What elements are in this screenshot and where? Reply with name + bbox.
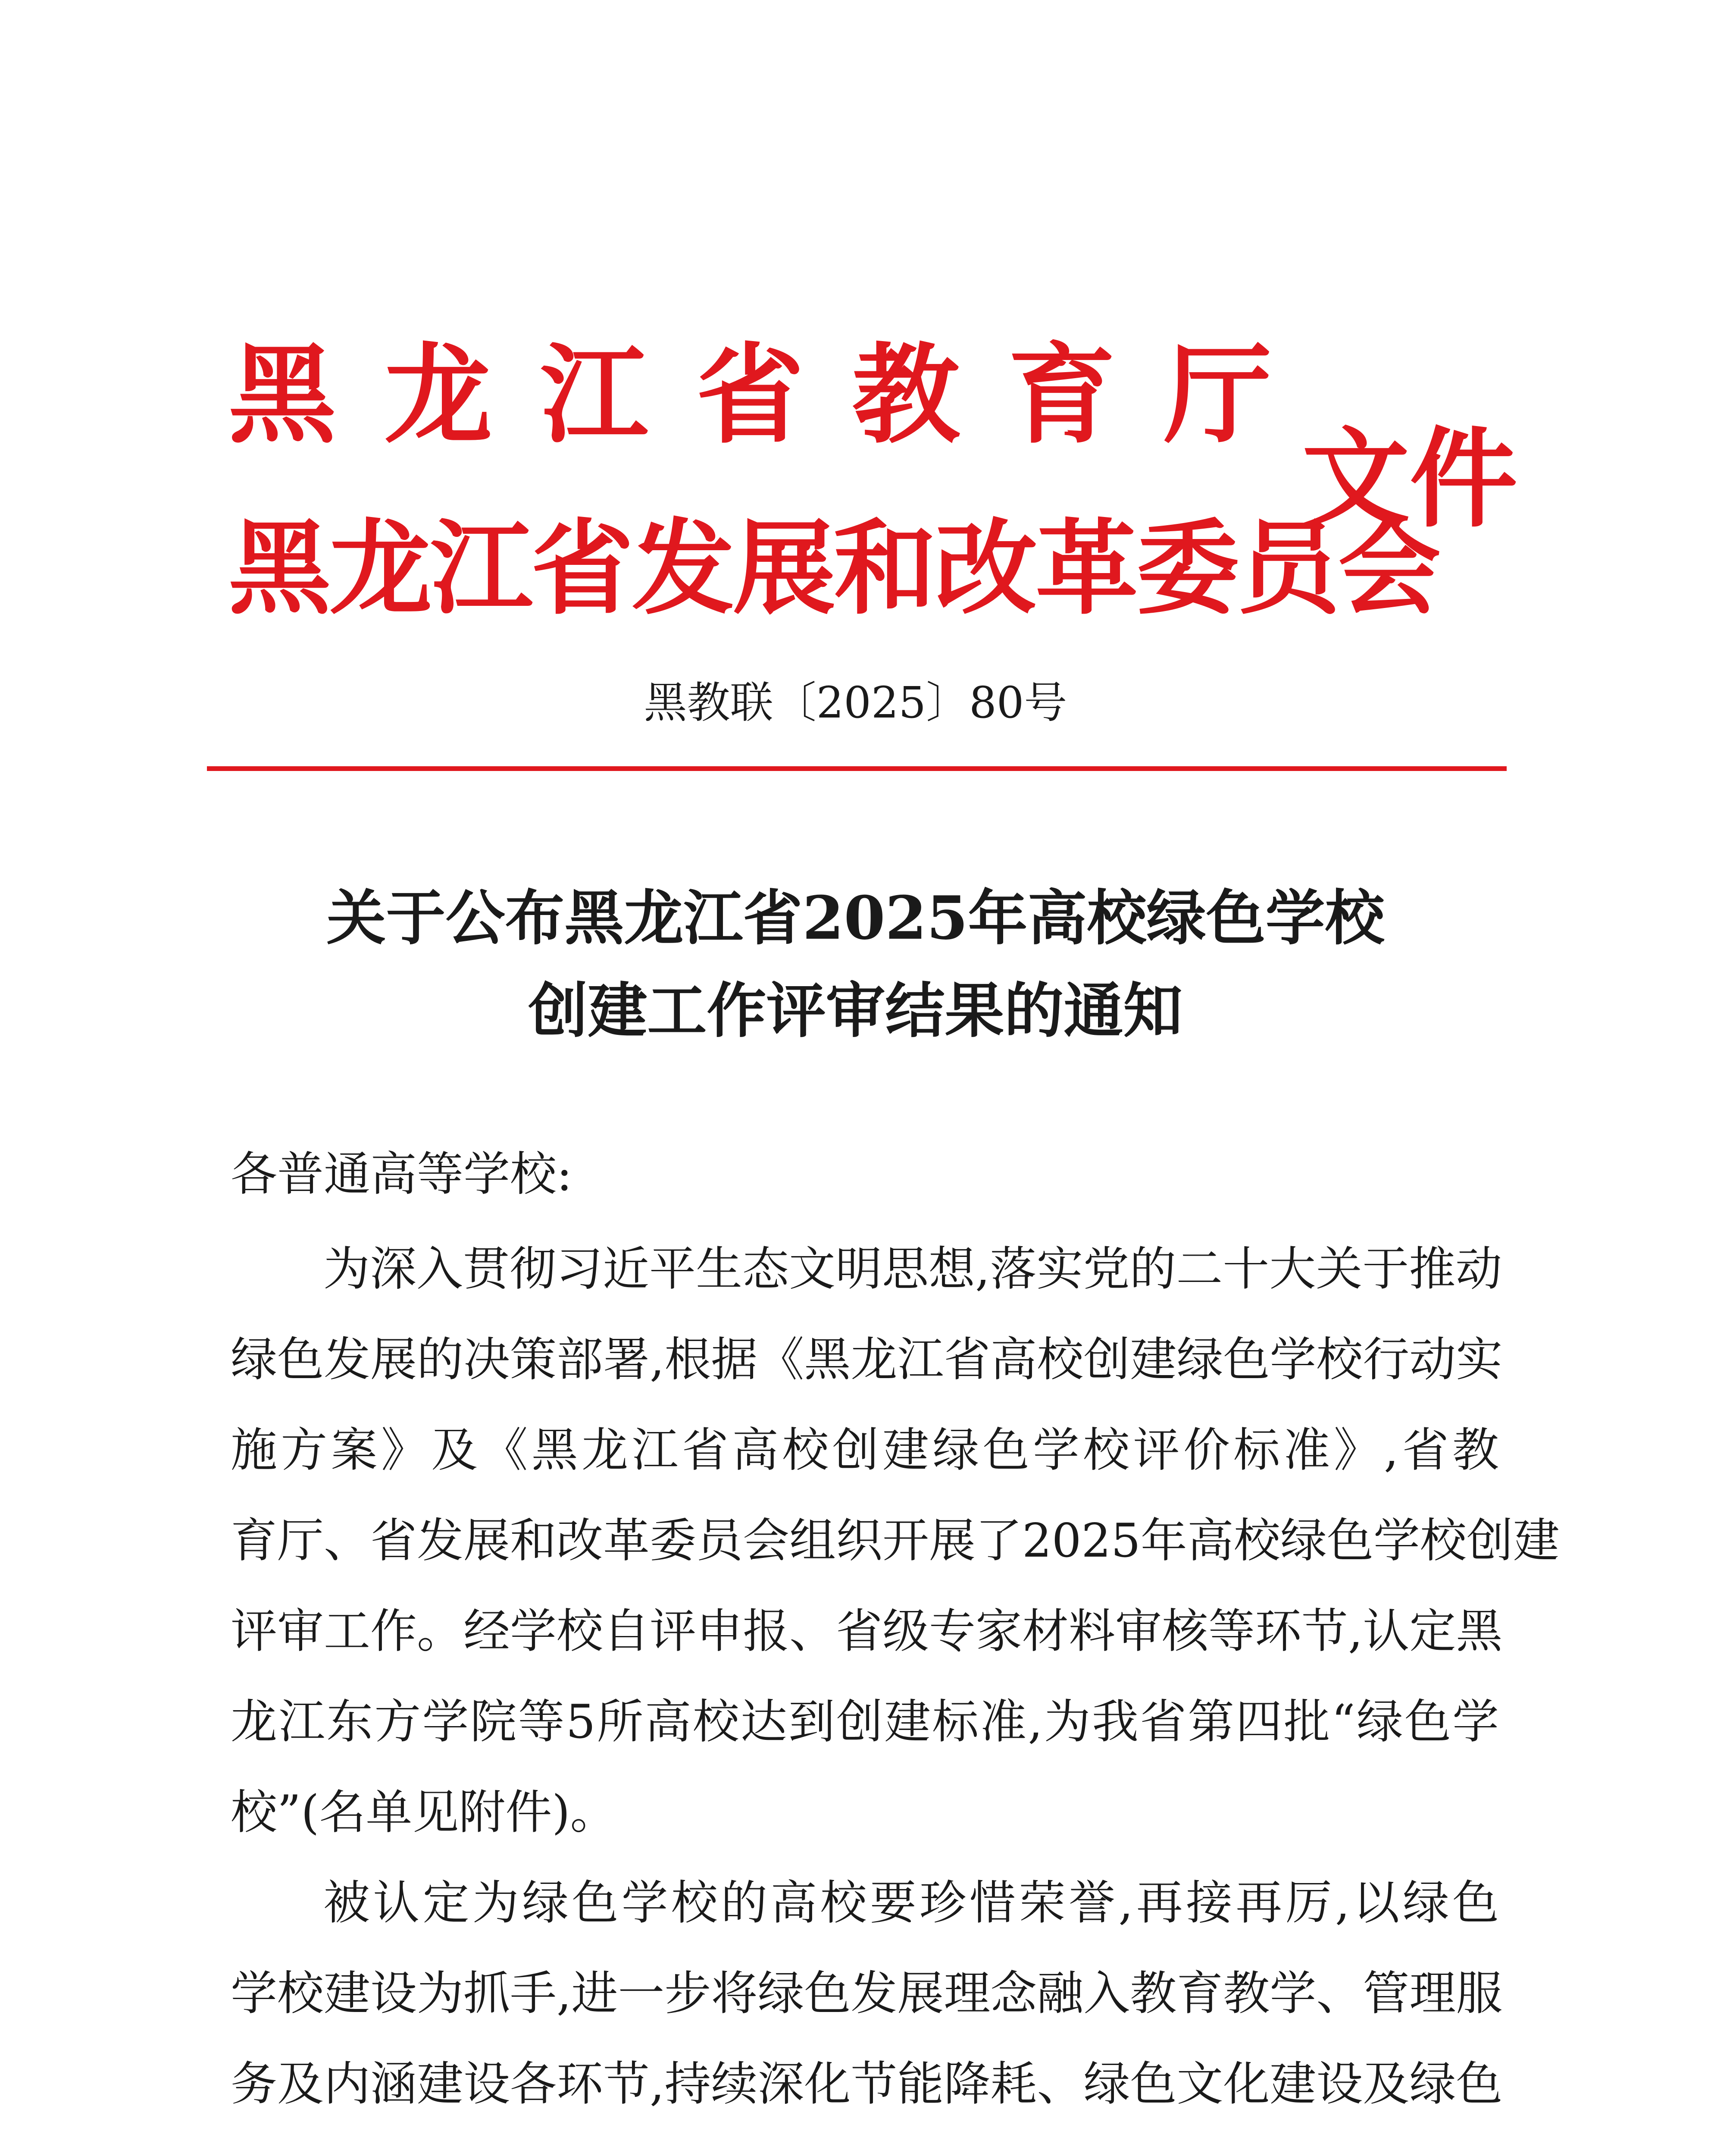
issuer-char: 厅	[1164, 331, 1272, 458]
issuer-char: 江	[540, 331, 648, 458]
body-line: 被认定为绿色学校的高校要珍惜荣誉,再接再厉,以绿色	[323, 1876, 1499, 1930]
body-line: 育厅、省发展和改革委员会组织开展了2025年高校绿色学校创建	[231, 1514, 1560, 1568]
body-line: 评审工作。经学校自评申报、省级专家材料审核等环节,认定黑	[231, 1604, 1503, 1658]
salutation: 各普通高等学校:	[231, 1147, 572, 1201]
body-line: 校”(名单见附件)。	[231, 1786, 617, 1839]
red-separator-rule	[207, 766, 1507, 771]
notice-title-line-2: 创建工作评审结果的通知	[528, 975, 1183, 1046]
issuer-char: 教	[852, 331, 960, 458]
body-line: 施方案》及《黑龙江省高校创建绿色学校评价标准》,省教	[231, 1423, 1499, 1477]
body-line: 务及内涵建设各环节,持续深化节能降耗、绿色文化建设及绿色	[231, 2057, 1503, 2111]
body-line: 学校建设为抓手,进一步将绿色发展理念融入教育教学、管理服	[231, 1967, 1503, 2021]
document-number: 黑教联〔2025〕80号	[644, 677, 1067, 728]
issuer-line-2: 黑龙江省发展和改革委员会	[228, 508, 1439, 629]
file-mark: 文件	[1302, 415, 1517, 542]
issuer-char: 龙	[384, 331, 492, 458]
issuer-char: 黑	[228, 331, 336, 458]
body-line: 绿色发展的决策部署,根据《黑龙江省高校创建绿色学校行动实	[231, 1333, 1503, 1387]
body-line: 为深入贯彻习近平生态文明思想,落实党的二十大关于推动	[323, 1242, 1502, 1296]
issuer-line-1	[228, 331, 1272, 458]
issuer-char: 省	[696, 331, 804, 458]
issuer-char: 育	[1008, 331, 1116, 458]
notice-title-line-1: 关于公布黑龙江省2025年高校绿色学校	[326, 883, 1385, 953]
body-line: 龙江东方学院等5所高校达到创建标准,为我省第四批“绿色学	[231, 1695, 1499, 1749]
